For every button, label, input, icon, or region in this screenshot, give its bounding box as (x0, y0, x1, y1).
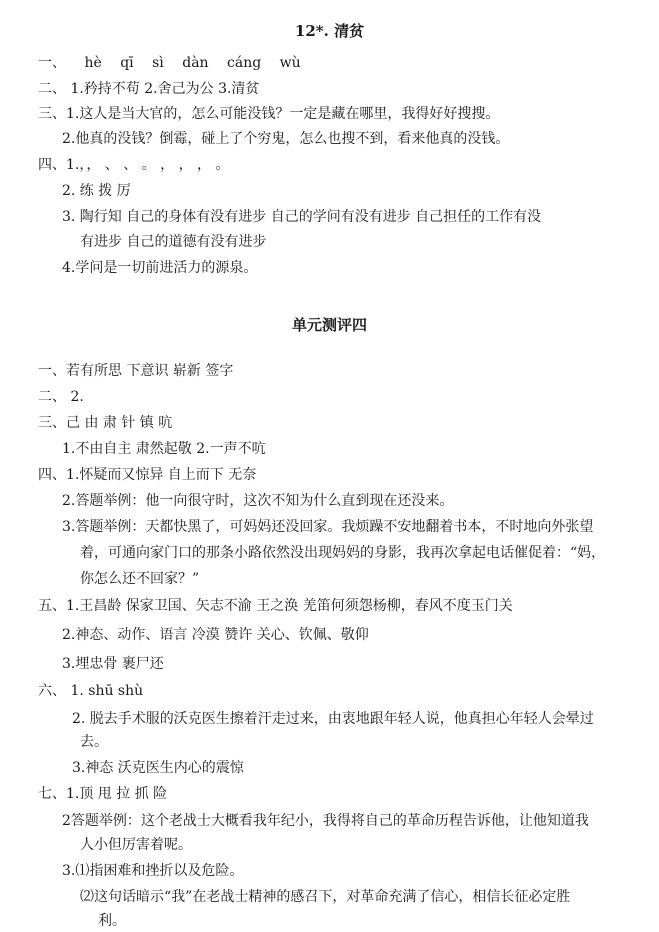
pinyin-line (38, 54, 315, 72)
answer-line: 有进步 自己的道德有没有进步 (80, 234, 267, 250)
section-title-unit-test: 单元测评四 (291, 316, 367, 334)
answer-line: 去。 (80, 734, 108, 750)
answer-line: 七、1.顶 甩 拉 抓 险 (38, 786, 168, 802)
answer-line: 2.答题举例：他一向很守时，这次不知为什么直到现在还没来。 (62, 493, 454, 509)
answer-line: 三、己 由 肃 针 镇 吭 (38, 415, 173, 431)
answer-line: 3.神态 沃克医生内心的震惊 (72, 760, 244, 776)
answer-line: 4.学问是一切前进活力的源泉。 (62, 260, 258, 276)
answer-line: 1.不由自主 肃然起敬 2.一声不吭 (62, 441, 266, 457)
answer-line: 四、1.，， 、 、 。 ， ， ， 。 (38, 157, 230, 173)
answer-line: 2. 脱去手术服的沃克医生擦着汗走过来，由衷地跟年轻人说，他真担心年轻人会晕过 (72, 711, 594, 727)
section-title-qingpin: 12*. 清贫 (294, 22, 365, 40)
answer-line: 二、 1.矜持不苟 2.舍己为公 3.清贫 (38, 81, 260, 97)
answer-line: 人小但厉害着呢。 (80, 837, 192, 853)
answer-line: 2. 练 拨 厉 (62, 183, 131, 199)
answer-line: 3.⑴指困难和挫折以及危险。 (62, 863, 244, 879)
answer-line: ⑵这句话暗示“我”在老战士精神的感召下，对革命充满了信心，相信长征必定胜 (80, 889, 571, 905)
answer-line: 3.埋忠骨 裹尸还 (62, 656, 164, 672)
answer-line: 五、1.王昌龄 保家卫国、矢志不渝 王之涣 羌笛何须怨杨柳，春风不度玉门关 (38, 598, 513, 614)
answer-line: 利。 (98, 913, 126, 929)
pinyin-syllable: dàn (182, 55, 209, 71)
answer-line: 3. 陶行知 自己的身体有没有进步 自己的学问有没有进步 自己担任的工作有没 (62, 209, 542, 225)
question-number: 一、 (38, 55, 66, 71)
answer-line: 六、 1. shū shù (38, 683, 144, 699)
pinyin-syllable: sì (152, 55, 164, 71)
answer-line: 三、1.这人是当大官的，怎么可能没钱？一定是藏在哪里，我得好好搜搜。 (38, 106, 500, 122)
answer-line: 2.神态、动作、语言 冷漠 赞许 关心、钦佩、敬仰 (62, 627, 369, 643)
pinyin-syllable: wù (279, 55, 301, 71)
answer-line: 着，可通向家门口的那条小路依然没出现妈妈的身影，我再次拿起电话催促着：“妈， (80, 545, 606, 561)
pinyin-syllable: cáng (227, 55, 262, 71)
pinyin-syllable: qī (120, 55, 134, 71)
answer-line: 3.答题举例：天都快黑了，可妈妈还没回家。我烦躁不安地翻着书本，不时地向外张望 (62, 519, 594, 535)
answer-line: 四、1.怀疑而又惊异 自上而下 无奈 (38, 467, 257, 483)
pinyin-syllable: hè (84, 55, 102, 71)
answer-line: 2.他真的没钱？倒霉，碰上了个穷鬼，怎么也搜不到，看来他真的没钱。 (62, 131, 510, 147)
answer-line: 二、 2. (38, 389, 84, 405)
answer-line: 你怎么还不回家？” (80, 571, 200, 587)
answer-line: 一、若有所思 下意识 崭新 签字 (38, 363, 234, 379)
answer-line: 2答题举例：这个老战士大概看我年纪小，我得将自己的革命历程告诉他，让他知道我 (62, 813, 589, 829)
